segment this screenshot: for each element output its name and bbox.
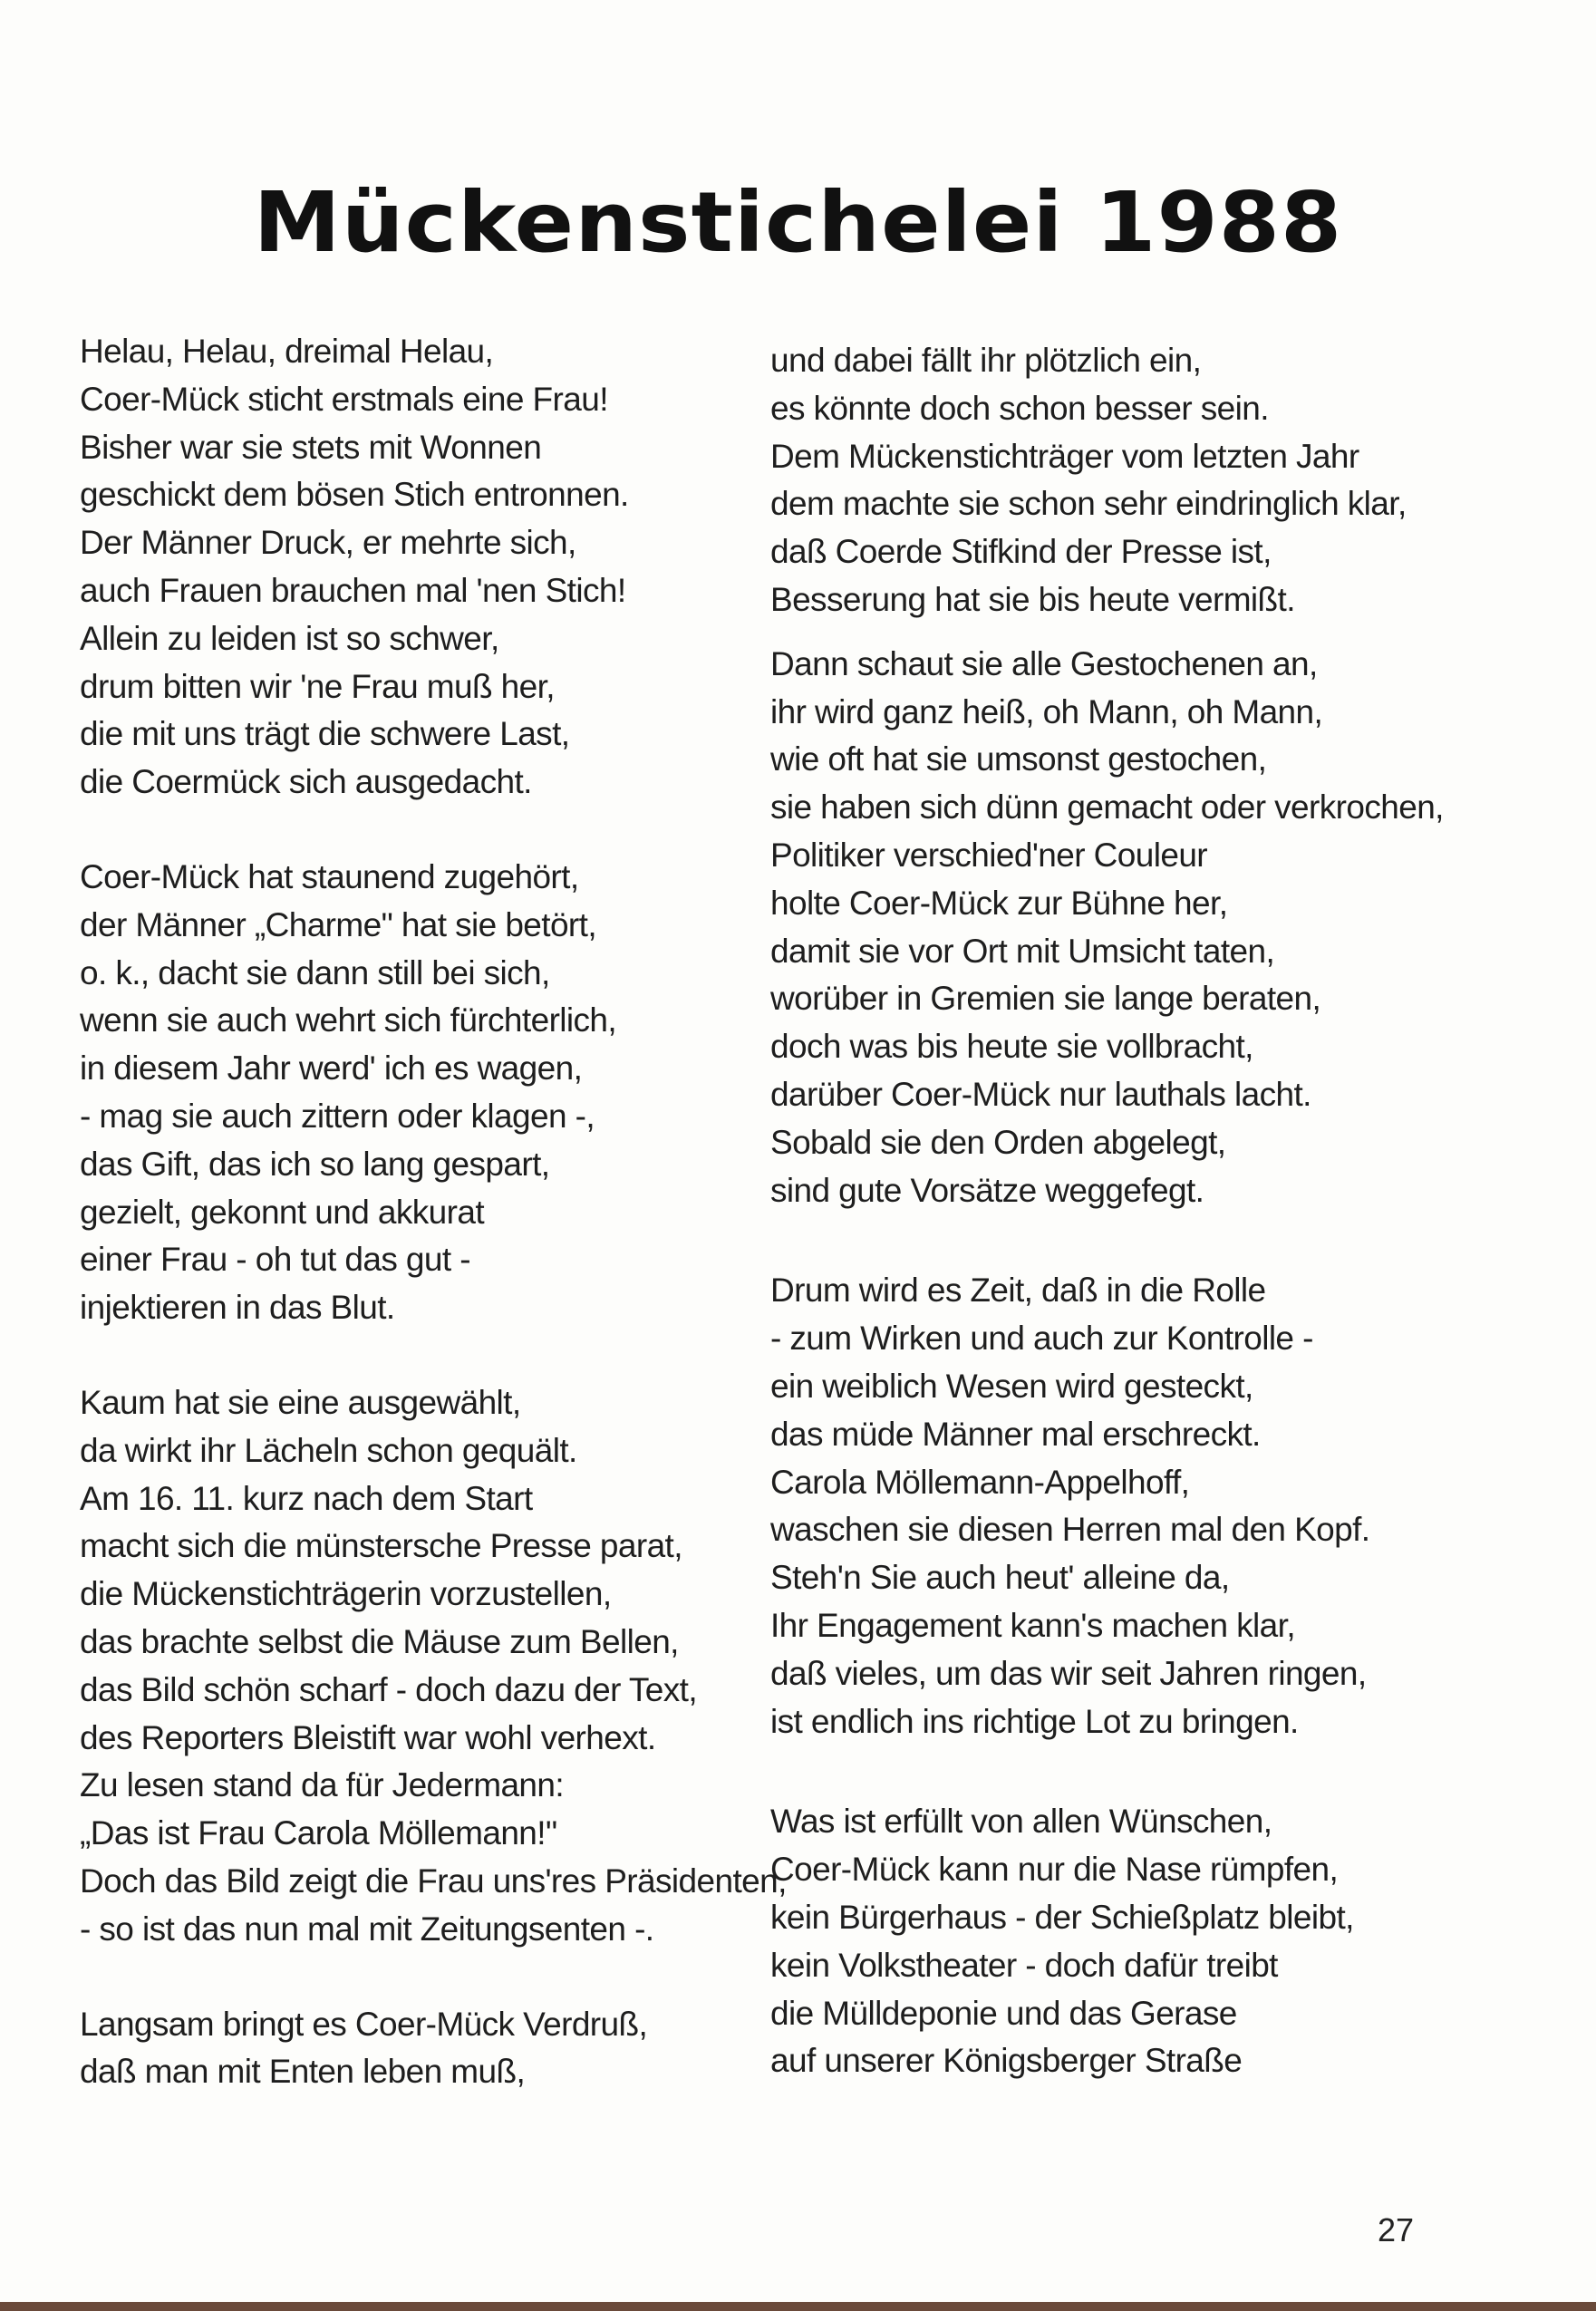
verse-line: sind gute Vorsätze weggefegt. bbox=[770, 1171, 1204, 1209]
verse-line: „Das ist Frau Carola Möllemann!" bbox=[80, 1814, 557, 1852]
page-number: 27 bbox=[1378, 2211, 1415, 2248]
verse-line: die Mückenstichträgerin vorzustellen, bbox=[80, 1575, 612, 1613]
verse-line: es könnte doch schon besser sein. bbox=[770, 389, 1269, 427]
stanza bbox=[770, 1798, 1459, 2085]
verse-line: das Bild schön scharf - doch dazu der Text, bbox=[80, 1670, 698, 1708]
verse-line: Besserung hat sie bis heute vermißt. bbox=[770, 580, 1295, 618]
verse-line: doch was bis heute sie vollbracht, bbox=[770, 1028, 1253, 1066]
verse-line: injektieren in das Blut. bbox=[80, 1289, 395, 1327]
verse-line: Kaum hat sie eine ausgewählt, bbox=[80, 1383, 521, 1421]
stanza bbox=[80, 328, 769, 807]
verse-line: Coer-Mück sticht erstmals eine Frau! bbox=[80, 380, 608, 418]
verse-line: drum bitten wir 'ne Frau muß her, bbox=[80, 667, 555, 705]
verse-line: o. k., dacht sie dann still bei sich, bbox=[80, 953, 550, 991]
verse-line: daß vieles, um das wir seit Jahren ringen, bbox=[770, 1654, 1367, 1692]
verse-line: Langsam bringt es Coer-Mück Verdruß, bbox=[80, 2005, 648, 2043]
verse-line: sie haben sich dünn gemacht oder verkrochen, bbox=[770, 788, 1444, 827]
verse-line: die Coermück sich ausgedacht. bbox=[80, 763, 532, 801]
verse-line: in diesem Jahr werd' ich es wagen, bbox=[80, 1049, 583, 1088]
verse-line: Carola Möllemann-Appelhoff, bbox=[770, 1463, 1190, 1501]
verse-line: des Reporters Bleistift war wohl verhext. bbox=[80, 1718, 656, 1756]
stanza bbox=[80, 854, 769, 1332]
verse-line: Politiker verschied'ner Couleur bbox=[770, 836, 1208, 874]
left-column bbox=[80, 328, 787, 2096]
verse-line: Coer-Mück kann nur die Nase rümpfen, bbox=[770, 1851, 1339, 1889]
verse-line: kein Bürgerhaus - der Schießplatz bleibt, bbox=[770, 1898, 1354, 1936]
page-title: Mückenstichelei 1988 bbox=[253, 174, 1343, 271]
verse-line: waschen sie diesen Herren mal den Kopf. bbox=[770, 1511, 1370, 1549]
verse-line: das Gift, das ich so lang gespart, bbox=[80, 1145, 550, 1183]
verse-line: Dem Mückenstichträger vom letzten Jahr bbox=[770, 437, 1359, 475]
verse-line: damit sie vor Ort mit Umsicht taten, bbox=[770, 932, 1275, 970]
verse-line: wie oft hat sie umsonst gestochen, bbox=[770, 740, 1267, 778]
verse-line: wenn sie auch wehrt sich fürchterlich, bbox=[80, 1001, 617, 1039]
verse-line: dem machte sie schon sehr eindringlich klar, bbox=[770, 485, 1407, 523]
verse-line: da wirkt ihr Lächeln schon gequält. bbox=[80, 1431, 577, 1469]
verse-line: Zu lesen stand da für Jedermann: bbox=[80, 1766, 565, 1804]
verse-line: - zum Wirken und auch zur Kontrolle - bbox=[770, 1320, 1313, 1358]
verse-line: Der Männer Druck, er mehrte sich, bbox=[80, 524, 576, 562]
verse-line: und dabei fällt ihr plötzlich ein, bbox=[770, 342, 1202, 379]
verse-line: der Männer „Charme" hat sie betört, bbox=[80, 905, 597, 943]
verse-line: Am 16. 11. kurz nach dem Start bbox=[80, 1479, 533, 1517]
verse-line: kein Volkstheater - doch dafür treibt bbox=[770, 1946, 1278, 1984]
verse-line: - so ist das nun mal mit Zeitungsenten -. bbox=[80, 1910, 654, 1948]
verse-line: Steh'n Sie auch heut' alleine da, bbox=[770, 1559, 1230, 1597]
verse-line: die mit uns trägt die schwere Last, bbox=[80, 715, 570, 753]
verse-line: daß Coerde Stifkind der Presse ist, bbox=[770, 533, 1272, 571]
verse-line: das müde Männer mal erschreckt. bbox=[770, 1415, 1261, 1453]
verse-line: Was ist erfüllt von allen Wünschen, bbox=[770, 1803, 1272, 1841]
verse-line: holte Coer-Mück zur Bühne her, bbox=[770, 884, 1228, 922]
verse-line: ein weiblich Wesen wird gesteckt, bbox=[770, 1367, 1253, 1405]
verse-line: das brachte selbst die Mäuse zum Bellen, bbox=[80, 1622, 679, 1660]
verse-line: gezielt, gekonnt und akkurat bbox=[80, 1193, 485, 1231]
verse-line: Allein zu leiden ist so schwer, bbox=[80, 619, 499, 657]
verse-line: worüber in Gremien sie lange beraten, bbox=[770, 980, 1321, 1018]
stanza bbox=[770, 1267, 1459, 1745]
stanza bbox=[80, 2001, 769, 2097]
verse-line: - mag sie auch zittern oder klagen -, bbox=[80, 1097, 595, 1135]
stanza bbox=[80, 1379, 787, 1954]
right-column bbox=[770, 337, 1459, 2085]
verse-line: Helau, Helau, dreimal Helau, bbox=[80, 333, 494, 370]
verse-line: geschickt dem bösen Stich entronnen. bbox=[80, 476, 629, 514]
verse-line: macht sich die münstersche Presse parat, bbox=[80, 1527, 682, 1565]
verse-line: Bisher war sie stets mit Wonnen bbox=[80, 428, 542, 466]
verse-line: auf unserer Königsberger Straße bbox=[770, 2042, 1243, 2080]
verse-line: Drum wird es Zeit, daß in die Rolle bbox=[770, 1272, 1266, 1310]
verse-line: Dann schaut sie alle Gestochenen an, bbox=[770, 644, 1318, 682]
verse-line: Ihr Engagement kann's machen klar, bbox=[770, 1606, 1296, 1644]
verse-line: Coer-Mück hat staunend zugehört, bbox=[80, 857, 579, 895]
verse-line: einer Frau - oh tut das gut - bbox=[80, 1241, 470, 1279]
verse-line: Doch das Bild zeigt die Frau uns'res Präsidenten, bbox=[80, 1861, 787, 1900]
verse-line: darüber Coer-Mück nur lauthals lacht. bbox=[770, 1075, 1311, 1113]
verse-line: die Mülldeponie und das Gerase bbox=[770, 1994, 1237, 2032]
verse-line: ihr wird ganz heiß, oh Mann, oh Mann, bbox=[770, 692, 1323, 730]
verse-line: ist endlich ins richtige Lot zu bringen. bbox=[770, 1702, 1299, 1740]
page-edge-band bbox=[0, 2302, 1596, 2311]
stanza bbox=[770, 337, 1459, 624]
verse-line: daß man mit Enten leben muß, bbox=[80, 2053, 526, 2091]
stanza bbox=[770, 641, 1459, 1215]
verse-line: Sobald sie den Orden abgelegt, bbox=[770, 1123, 1226, 1161]
verse-line: auch Frauen brauchen mal 'nen Stich! bbox=[80, 571, 626, 609]
